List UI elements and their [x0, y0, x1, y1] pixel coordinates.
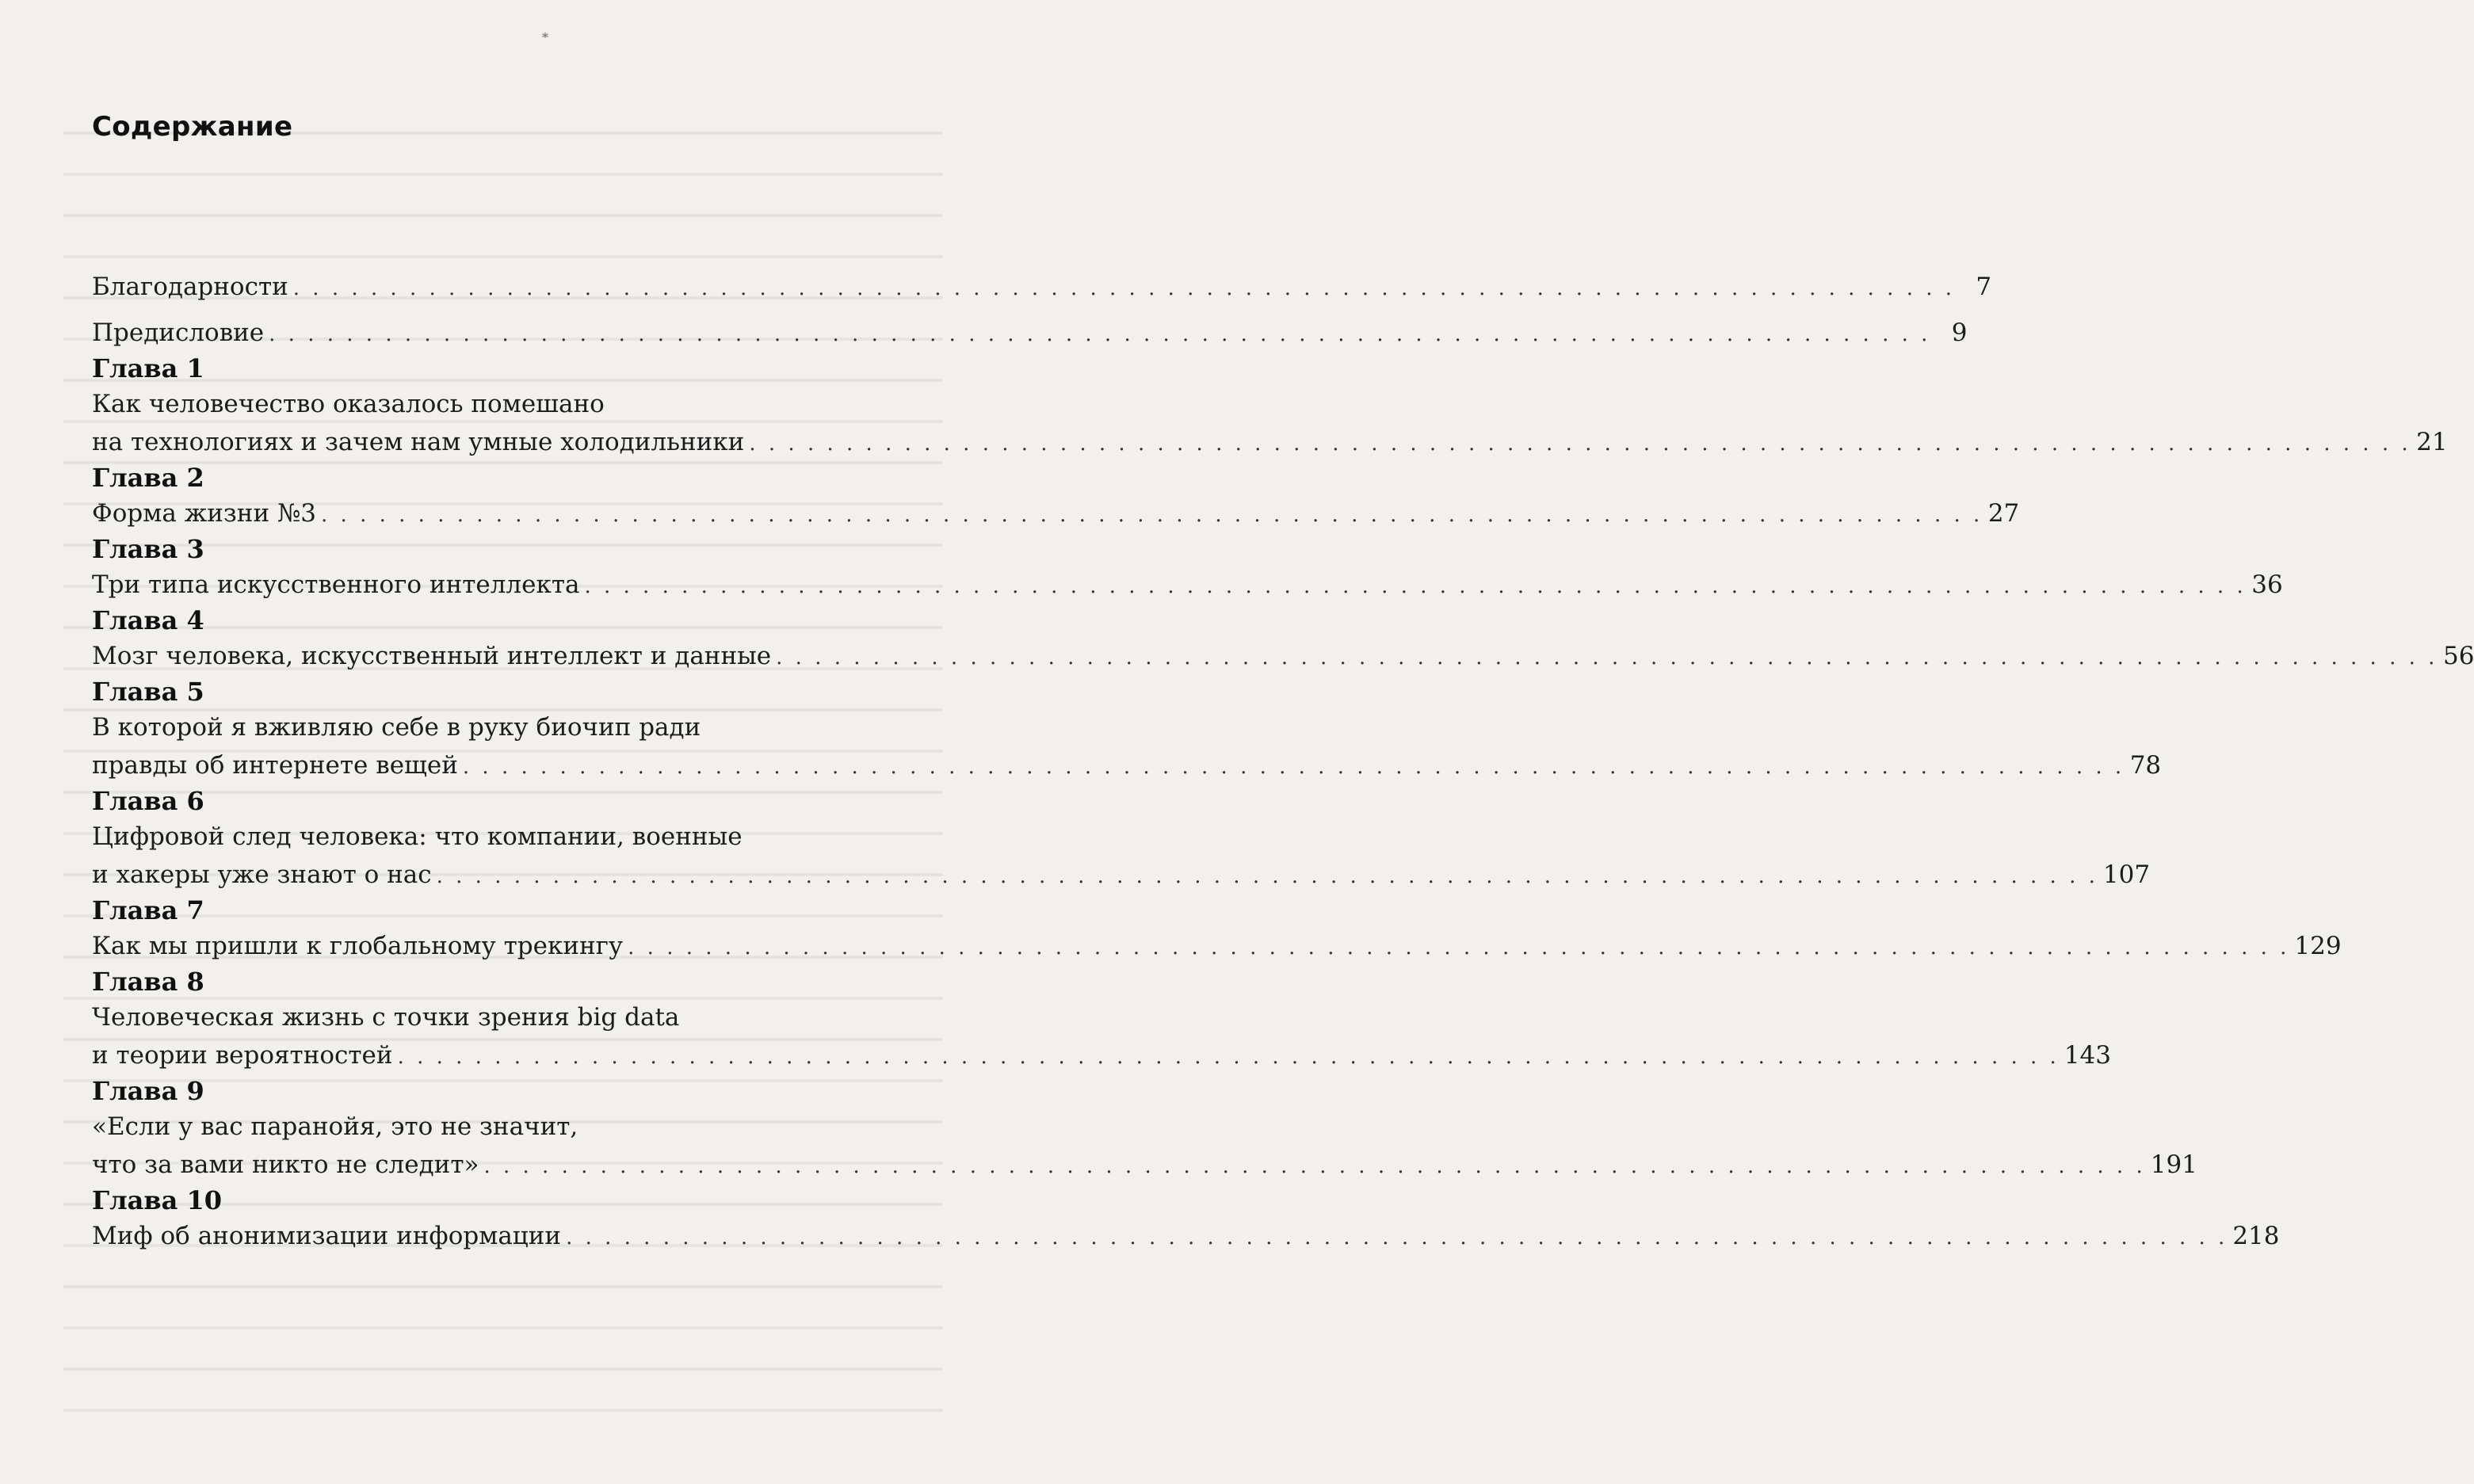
dot-leader: . . . . . . . . . . . . . . . . . . . . . . . . . . . . . . . . . . . . . . . . . . . . . . . . . . . . . . . . . . . . . . . . . . . . . . . . . . . . . . . . . . . . . . — [776, 646, 2438, 670]
chapter-heading: Глава 6 — [92, 786, 204, 816]
chapter-heading: Глава 10 — [92, 1185, 223, 1215]
chapter-heading: Глава 9 — [92, 1076, 204, 1106]
toc-entry-title: Три типа искусственного интеллекта — [92, 570, 580, 599]
toc-page-number: 21 — [2416, 428, 2448, 456]
dot-leader: . . . . . . . . . . . . . . . . . . . . . . . . . . . . . . . . . . . . . . . . . . . . . . . . . . . . . . . . . . . . . . . . . . . . . . . . . . . . . . . . . . . . . . — [321, 503, 1983, 527]
toc-entry-title: что за вами никто не следит» — [92, 1150, 479, 1179]
dot-leader: . . . . . . . . . . . . . . . . . . . . . . . . . . . . . . . . . . . . . . . . . . . . . . . . . . . . . . . . . . . . . . . . . . . . . . . . . . . . . . . . . . . . . . — [462, 755, 2125, 779]
page-title: Содержание — [92, 111, 293, 143]
toc-entry-title: Мозг человека, искусственный интеллект и данные — [92, 642, 772, 670]
dot-leader: . . . . . . . . . . . . . . . . . . . . . . . . . . . . . . . . . . . . . . . . . . . . . . . . . . . . . . . . . . . . . . . . . . . . . . . . . . . . . . . . . . . . . . — [292, 277, 1956, 300]
toc-entry-chapter-5[interactable] — [92, 675, 2162, 784]
dot-leader: . . . . . . . . . . . . . . . . . . . . . . . . . . . . . . . . . . . . . . . . . . . . . . . . . . . . . . . . . . . . . . . . . . . . . . . . . . . . . . . . . . . . . . — [436, 864, 2098, 888]
toc-page-number: 218 — [2232, 1222, 2280, 1250]
chapter-heading: Глава 5 — [92, 677, 204, 707]
toc-page-number: 191 — [2150, 1150, 2197, 1179]
chapter-heading: Глава 1 — [92, 353, 204, 383]
toc-entry-title: Миф об анонимизации информации — [92, 1222, 562, 1250]
toc-entry-chapter-2[interactable] — [92, 461, 2020, 532]
toc-entry-title: Как человечество оказалось помешано — [92, 390, 605, 418]
toc-entry-chapter-8[interactable] — [92, 965, 2111, 1074]
toc-entry-title: Как мы пришли к глобальному трекингу — [92, 932, 624, 960]
dot-leader: . . . . . . . . . . . . . . . . . . . . . . . . . . . . . . . . . . . . . . . . . . . . . . . . . . . . . . . . . . . . . . . . . . . . . . . . . . . . . . . . . . . . . . — [483, 1154, 2146, 1178]
toc-entry-title: правды об интернете вещей — [92, 751, 458, 780]
toc-entry-acknowledgements[interactable] — [92, 268, 1992, 306]
toc-entry-preface[interactable] — [92, 314, 1968, 352]
toc-page-number: 36 — [2251, 570, 2283, 599]
chapter-heading: Глава 2 — [92, 463, 204, 493]
toc-entry-title: и хакеры уже знают о нас — [92, 860, 432, 889]
toc-entry-title: на технологиях и зачем нам умные холодильники — [92, 428, 745, 456]
toc-entry-title: Цифровой след человека: что компании, военные — [92, 822, 743, 851]
toc-entry-chapter-10[interactable] — [92, 1184, 2280, 1255]
toc-entry-title: Предисловие — [92, 319, 265, 347]
chapter-heading: Глава 3 — [92, 534, 204, 564]
toc-page-number: 56 — [2442, 642, 2474, 670]
toc-entry-chapter-9[interactable] — [92, 1074, 2197, 1184]
page-mark: * — [542, 30, 548, 45]
toc-entry-chapter-1[interactable] — [92, 352, 2448, 461]
dot-leader: . . . . . . . . . . . . . . . . . . . . . . . . . . . . . . . . . . . . . . . . . . . . . . . . . . . . . . . . . . . . . . . . . . . . . . . . . . . . . . . . . . . . . . — [269, 322, 1931, 346]
chapter-heading: Глава 4 — [92, 605, 204, 635]
toc-entry-title: В которой я вживляю себе в руку биочип ради — [92, 713, 701, 742]
dot-leader: . . . . . . . . . . . . . . . . . . . . . . . . . . . . . . . . . . . . . . . . . . . . . . . . . . . . . . . . . . . . . . . . . . . . . . . . . . . . . . . . . . . . . . — [749, 432, 2411, 456]
table-of-contents — [92, 268, 2474, 1255]
toc-entry-chapter-6[interactable] — [92, 784, 2151, 894]
toc-entry-title: Человеческая жизнь с точки зрения big data — [92, 1003, 680, 1032]
toc-page-number: 7 — [1976, 273, 1992, 301]
toc-entry-chapter-4[interactable] — [92, 604, 2474, 675]
toc-entry-chapter-7[interactable] — [92, 894, 2342, 965]
dot-leader: . . . . . . . . . . . . . . . . . . . . . . . . . . . . . . . . . . . . . . . . . . . . . . . . . . . . . . . . . . . . . . . . . . . . . . . . . . . . . . . . . . . . . . — [397, 1045, 2060, 1069]
toc-page-number: 27 — [1987, 499, 2020, 528]
dot-leader: . . . . . . . . . . . . . . . . . . . . . . . . . . . . . . . . . . . . . . . . . . . . . . . . . . . . . . . . . . . . . . . . . . . . . . . . . . . . . . . . . . . . . . — [584, 574, 2247, 598]
toc-entry-title: и теории вероятностей — [92, 1041, 393, 1070]
dot-leader: . . . . . . . . . . . . . . . . . . . . . . . . . . . . . . . . . . . . . . . . . . . . . . . . . . . . . . . . . . . . . . . . . . . . . . . . . . . . . . . . . . . . . . — [628, 936, 2290, 959]
toc-page-number: 129 — [2294, 932, 2342, 960]
toc-page-number: 78 — [2129, 751, 2162, 780]
toc-entry-title: Благодарности — [92, 273, 288, 301]
toc-page-number: 107 — [2102, 860, 2151, 889]
dot-leader: . . . . . . . . . . . . . . . . . . . . . . . . . . . . . . . . . . . . . . . . . . . . . . . . . . . . . . . . . . . . . . . . . . . . . . . . . . . . . . . . . . . . . . — [566, 1226, 2228, 1249]
toc-entry-title: «Если у вас паранойя, это не значит, — [92, 1112, 578, 1141]
chapter-heading: Глава 7 — [92, 895, 204, 925]
chapter-heading: Глава 8 — [92, 967, 204, 997]
toc-page-number: 9 — [1951, 319, 1968, 347]
toc-page-number: 143 — [2064, 1041, 2111, 1070]
toc-entry-title: Форма жизни №3 — [92, 499, 317, 528]
toc-entry-chapter-3[interactable] — [92, 532, 2283, 604]
